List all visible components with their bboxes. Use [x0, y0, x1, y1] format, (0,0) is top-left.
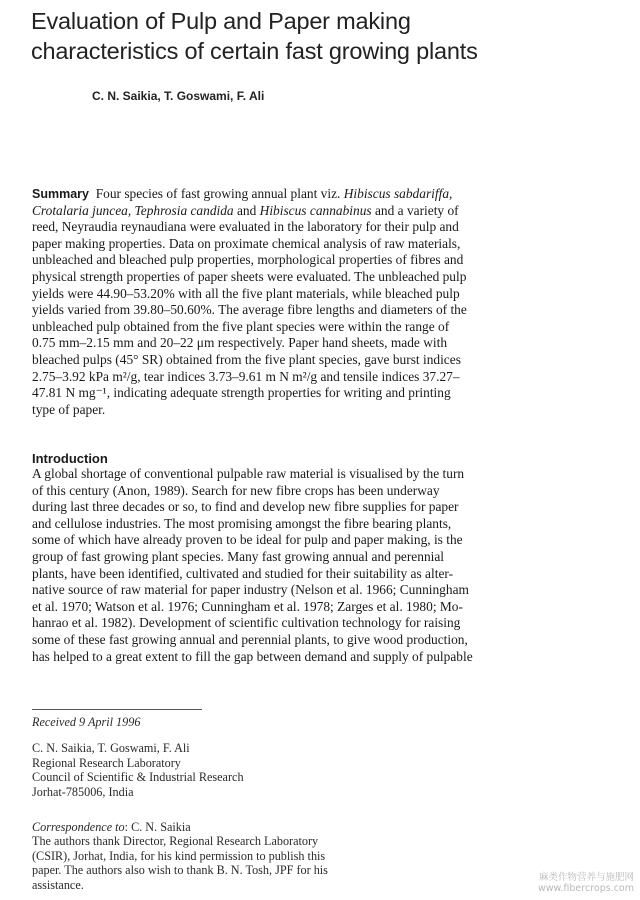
- title-line-1: Evaluation of Pulp and Paper making: [31, 8, 411, 34]
- acknowledgement: [32, 834, 452, 892]
- introduction-paragraph: [32, 466, 622, 665]
- summary-line: 0.75 mm–2.15 mm and 20–22 μm respectively. Paper hand sheets, made with: [32, 335, 448, 351]
- watermark-line-2: www.fibercrops.com: [537, 883, 634, 894]
- species-name: Hibiscus cannabinus: [259, 202, 372, 218]
- received-date: Received 9 April 1996: [32, 715, 141, 729]
- summary-line: 47.81 N mg⁻¹, indicating adequate strength properties for writing and printing: [32, 385, 451, 401]
- intro-line: and cellulose industries. The most promising amongst the fibre bearing plants,: [32, 515, 452, 531]
- intro-line: et al. 1970; Watson et al. 1976; Cunningham et al. 1978; Zarges et al. 1980; Mo-: [32, 598, 463, 614]
- acknowledgement-line: assistance.: [32, 877, 84, 892]
- paper-title: [31, 6, 631, 66]
- watermark-line-1: 麻类作物营养与施肥网: [538, 872, 634, 883]
- intro-line: some of which have already proven to be ideal for pulp and paper making, is the: [32, 532, 463, 548]
- species-name: Crotalaria juncea: [32, 202, 128, 218]
- address-line: C. N. Saikia, T. Goswami, F. Ali: [32, 741, 190, 755]
- intro-line: during last three decades or so, to find and develop new fibre supplies for paper: [32, 499, 459, 515]
- section-heading-introduction: Introduction: [32, 451, 108, 466]
- intro-line: has helped to a great extent to fill the gap between demand and supply of pulpable: [32, 648, 473, 664]
- summary-line: paper making properties. Data on proximate chemical analysis of raw materials,: [32, 235, 461, 251]
- summary-line: unbleached and bleached pulp properties, morphological properties of fibres and: [32, 252, 464, 268]
- author-list: C. N. Saikia, T. Goswami, F. Ali: [92, 89, 265, 103]
- summary-line: yields were 44.90–53.20% with all the five plant materials, while bleached pulp: [32, 285, 460, 301]
- summary-line: 2.75–3.92 kPa m²/g, tear indices 3.73–9.61 m N m²/g and tensile indices 37.27–: [32, 368, 460, 384]
- summary-line: reed, Neyraudia reynaudiana were evaluated in the laboratory for their pulp and: [32, 219, 459, 235]
- intro-line: of this century (Anon, 1989). Search for new fibre crops has been underway: [32, 482, 440, 498]
- acknowledgement-line: (CSIR), Jorhat, India, for his kind permission to publish this: [32, 848, 326, 863]
- acknowledgement-line: The authors thank Director, Regional Research Laboratory: [32, 834, 319, 848]
- correspondence-line: [32, 820, 452, 835]
- correspondence-name: : C. N. Saikia: [124, 820, 191, 834]
- author-address: [32, 741, 452, 799]
- summary-line: physical strength properties of paper sheets were evaluated. The unbleached pulp: [32, 268, 467, 284]
- summary-lead: Summary: [32, 187, 89, 201]
- footnote-divider: [32, 709, 202, 710]
- intro-line: some of these fast growing annual and perennial plants, to give wood production,: [32, 631, 468, 647]
- address-line: Regional Research Laboratory: [32, 755, 181, 770]
- intro-line: group of fast growing plant species. Many fast growing annual and perennial: [32, 548, 445, 564]
- summary-line: type of paper.: [32, 401, 106, 417]
- species-name: Tephrosia candida: [134, 202, 234, 218]
- address-line: Council of Scientific & Industrial Research: [32, 770, 244, 785]
- correspondence-label: Correspondence to: [32, 820, 125, 834]
- summary-line: Crotalaria juncea, Tephrosia candida and Hibiscus cannabinus and a variety of: [32, 202, 459, 218]
- title-line-2: characteristics of certain fast growing plants: [31, 38, 478, 64]
- species-name: Hibiscus sabdariffa,: [343, 186, 453, 201]
- acknowledgement-line: paper. The authors also wish to thank B. N. Tosh, JPF for his: [32, 863, 328, 878]
- intro-line: A global shortage of conventional pulpable raw material is visualised by the turn: [32, 466, 465, 481]
- address-line: Jorhat-785006, India: [32, 784, 134, 799]
- summary-line: unbleached pulp obtained from the five plant species were within the range of: [32, 318, 450, 334]
- summary-line: yields varied from 39.80–50.60%. The average fibre lengths and diameters of the: [32, 302, 467, 318]
- intro-line: native source of raw material for paper industry (Nelson et al. 1966; Cunningham: [32, 582, 469, 598]
- site-watermark: [538, 872, 634, 894]
- summary-paragraph: [32, 186, 622, 418]
- summary-line: Summary Four species of fast growing annual plant viz. Hibiscus sabdariffa,: [32, 186, 453, 201]
- intro-line: plants, have been identified, cultivated and studied for their suitability as alter-: [32, 565, 454, 581]
- summary-line: bleached pulps (45° SR) obtained from the five plant species, gave burst indices: [32, 351, 461, 367]
- intro-line: hanrao et al. 1982). Development of scientific cultivation technology for raising: [32, 615, 461, 631]
